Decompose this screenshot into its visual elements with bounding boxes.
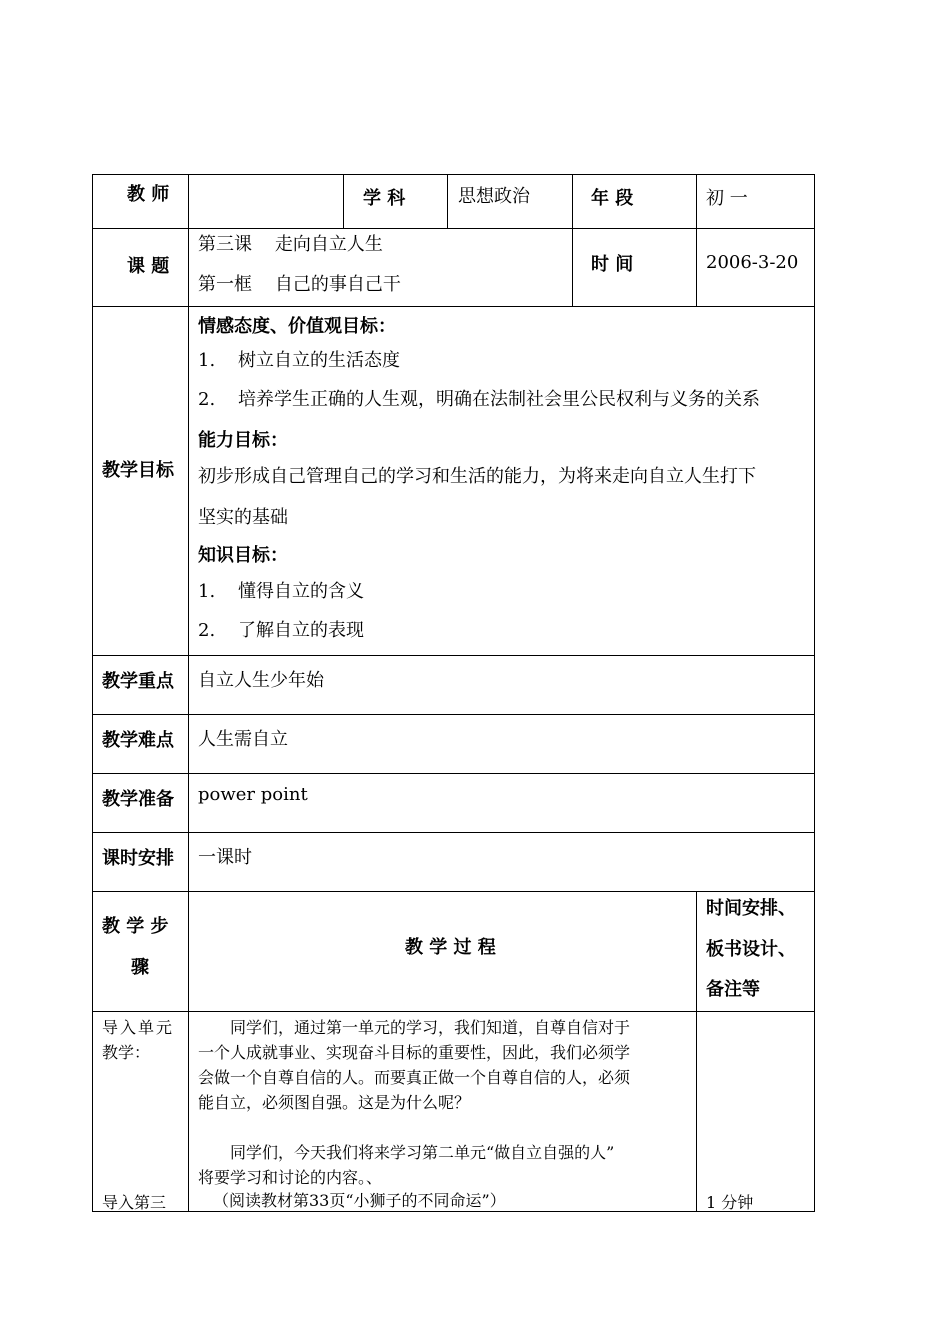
col-divider (188, 174, 189, 1212)
ability-heading: 能力目标： (198, 430, 288, 451)
process-paragraph-line: 一个人成就事业、实现奋斗目标的重要性，因此，我们必须学 (198, 1043, 631, 1062)
subject-value: 思想政治 (458, 186, 530, 207)
step-text: 导入第三 (102, 1193, 167, 1212)
row-divider (92, 891, 815, 892)
row-divider (92, 773, 815, 774)
key-point-label: 教学重点 (102, 671, 174, 692)
table-border-right (814, 174, 815, 1212)
preparation-value: power point (198, 784, 308, 805)
grade-label: 年 段 (591, 188, 634, 209)
emotion-item: 1. 树立自立的生活态度 (198, 350, 401, 371)
notes-label: 备注等 (706, 979, 760, 1000)
time-label: 时 间 (591, 254, 634, 275)
emotion-item: 2. 培养学生正确的人生观，明确在法制社会里公民权利与义务的关系 (198, 389, 761, 410)
schedule-label: 课时安排 (102, 848, 174, 869)
row-divider (92, 306, 815, 307)
ability-text: 初步形成自己管理自己的学习和生活的能力，为将来走向自立人生打下 (198, 466, 756, 487)
col-divider (696, 891, 697, 1212)
step-text: 教学： (102, 1043, 151, 1062)
notes-label: 时间安排、 (706, 898, 796, 919)
knowledge-item: 2. 了解自立的表现 (198, 620, 365, 641)
emotion-heading: 情感态度、价值观目标： (198, 316, 396, 337)
col-divider (447, 174, 448, 228)
difficulty-label: 教学难点 (102, 730, 174, 751)
table-border-left (92, 174, 93, 1212)
time-note: 1 分钟 (706, 1193, 754, 1212)
topic-line-1: 第三课 走向自立人生 (198, 234, 383, 255)
preparation-label: 教学准备 (102, 789, 174, 810)
col-divider (696, 174, 697, 306)
process-paragraph-line: 同学们，通过第一单元的学习，我们知道，自尊自信对于 (230, 1018, 631, 1037)
process-label: 教 学 过 程 (405, 937, 496, 958)
teacher-label: 教 师 (127, 184, 170, 205)
subject-label: 学 科 (363, 188, 406, 209)
process-paragraph-line: （阅读教材第33页“小狮子的不同命运”） (213, 1191, 506, 1210)
process-paragraph-line: 会做一个自尊自信的人。而要真正做一个自尊自信的人，必须 (198, 1068, 631, 1087)
row-divider (92, 228, 815, 229)
col-divider (343, 174, 344, 228)
time-value: 2006-3-20 (706, 252, 799, 273)
notes-label: 板书设计、 (706, 939, 796, 960)
ability-text: 坚实的基础 (198, 507, 288, 528)
schedule-value: 一课时 (198, 847, 252, 868)
difficulty-value: 人生需自立 (198, 729, 288, 750)
row-divider (92, 714, 815, 715)
knowledge-item: 1. 懂得自立的含义 (198, 581, 365, 602)
process-paragraph-line: 能自立，必须图自强。这是为什么呢？ (198, 1093, 471, 1112)
knowledge-heading: 知识目标： (198, 545, 288, 566)
process-paragraph-line: 将要学习和讨论的内容。、 (198, 1168, 383, 1187)
topic-line-2: 第一框 自己的事自己干 (198, 274, 401, 295)
topic-label: 课 题 (127, 256, 170, 277)
objectives-label: 教学目标 (102, 460, 174, 481)
grade-value: 初 一 (706, 188, 748, 209)
row-divider (92, 832, 815, 833)
step-text: 导入单元 (102, 1018, 175, 1037)
row-divider (92, 1011, 815, 1012)
table-border-top (92, 174, 815, 175)
row-divider (92, 655, 815, 656)
steps-label: 骤 (131, 957, 149, 978)
key-point-value: 自立人生少年始 (198, 670, 324, 691)
col-divider (572, 174, 573, 306)
process-paragraph-line: 同学们，今天我们将来学习第二单元“做自立自强的人” (230, 1143, 615, 1162)
steps-label: 教 学 步 (102, 916, 169, 937)
